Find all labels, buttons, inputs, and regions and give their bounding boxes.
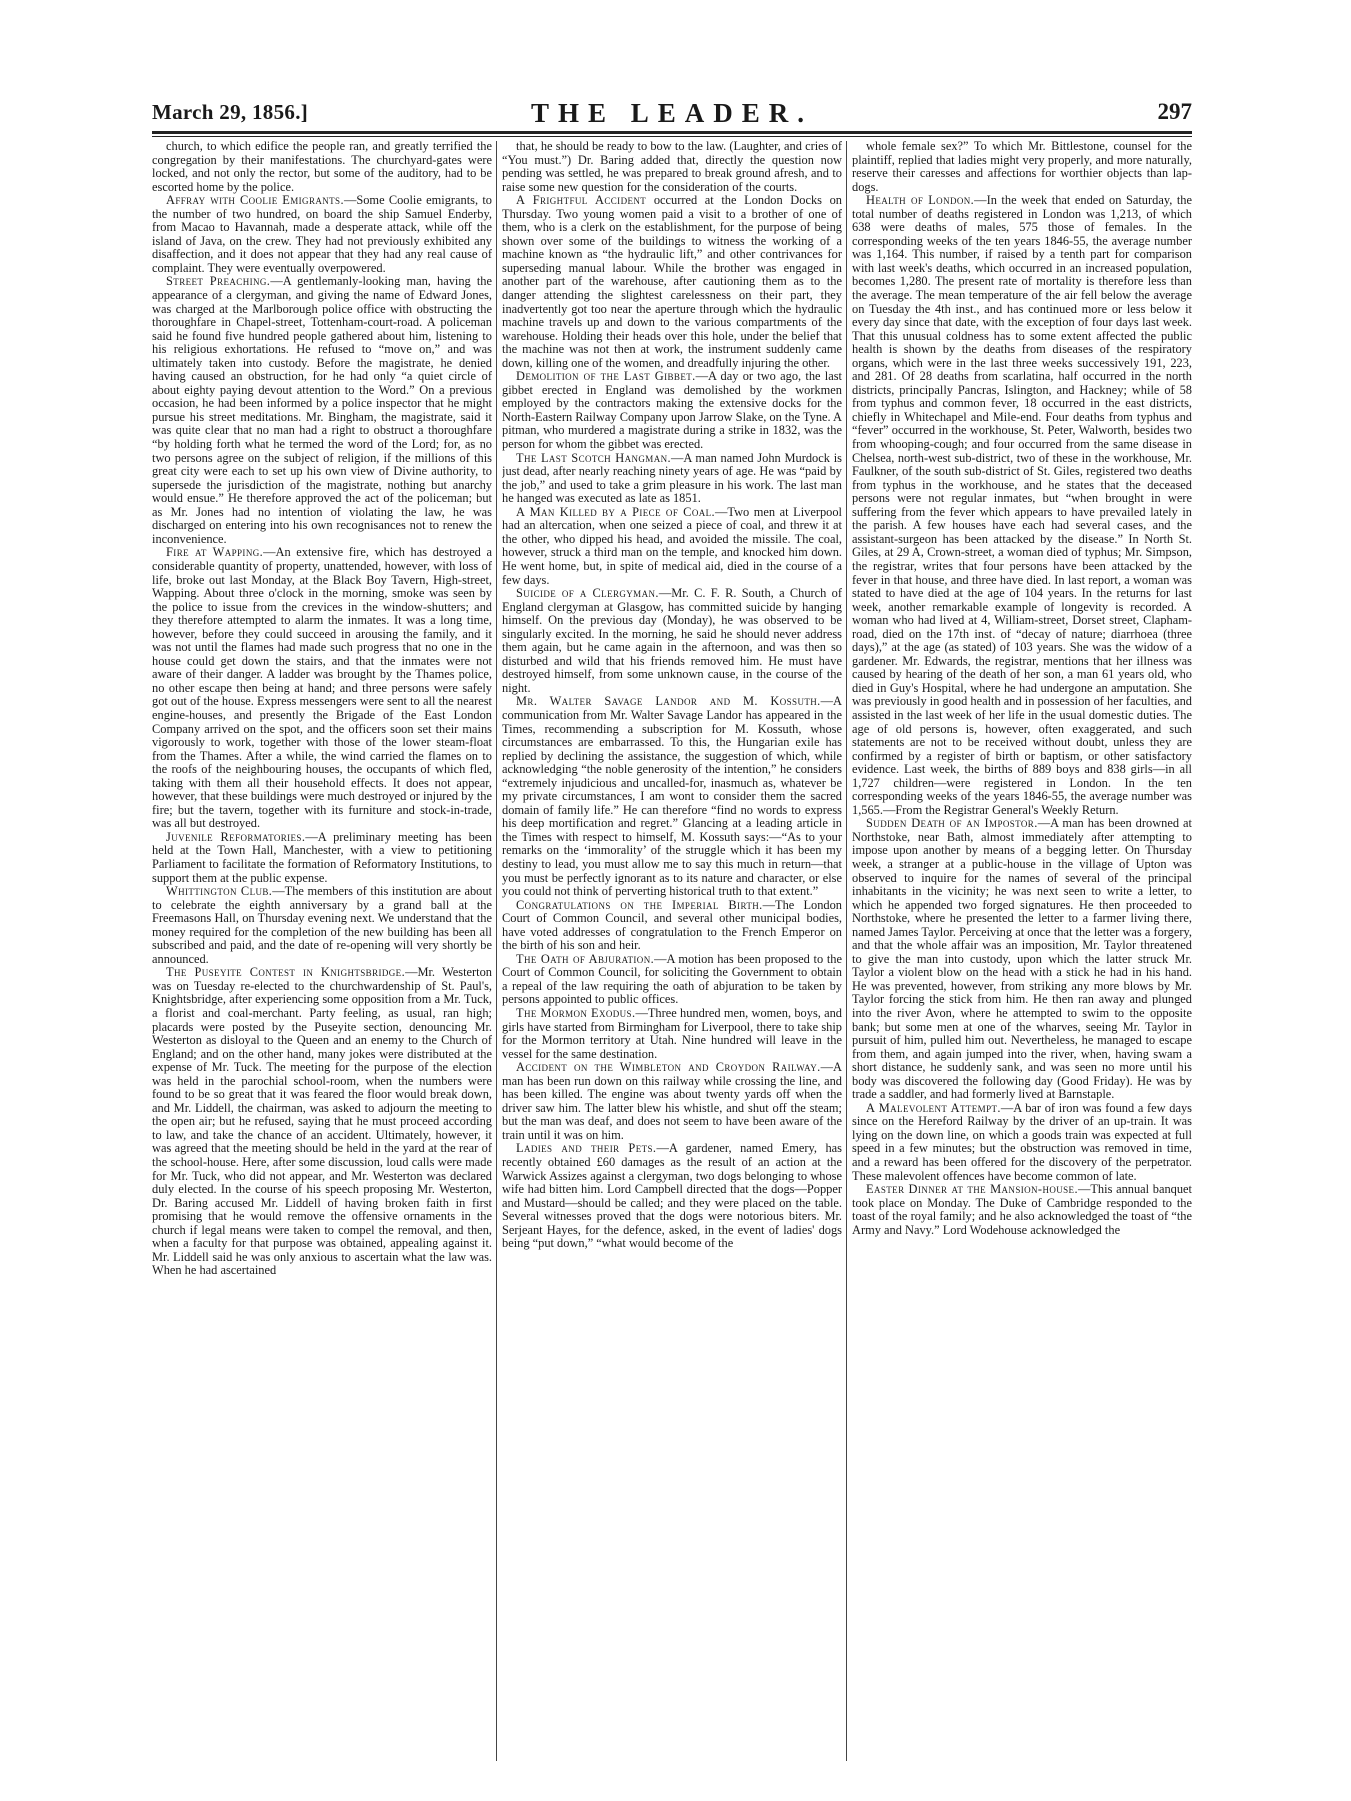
article-heading: Juvenile Reformatories. — [166, 829, 306, 844]
article-heading: Demolition of the Last Gibbet. — [516, 369, 696, 384]
article-paragraph — [852, 1183, 1192, 1237]
article-paragraph — [852, 140, 1192, 194]
article-heading: Health of London. — [866, 193, 975, 208]
article-text: —A motion has been proposed to the Court of Common Council, for soliciting the Government to obtain a repeal of the law requiring the oath of abjuration to be taken by persons appointed to public offices. — [502, 951, 842, 1007]
article-heading: The Mormon Exodus. — [516, 1006, 636, 1020]
article-paragraph — [502, 140, 842, 194]
article-text: —A communication from Mr. Walter Savage Landor has appeared in the Times, recommending a subscription for M. Kossuth, whose circumstances are embarrassed. To this, the Hungarian exile has replied by declining the assistance, the suggestion of which, while acknowledging “the noble generosity of the intention,” he considers “extremely injudicious and uncalled-for, inasmuch as, whatever be my private circumstances, I am wont to consider them the sacred domain of family life.” He can therefore “find no words to express his deep mortification and regret.” Glancing at a leading article in the Times with respect to himself, M. Kossuth says:—“As to your remarks on the ‘immorality’ of the struggle which it has been my destiny to lead, you must allow me to say this much in return—that you must be perfectly ignorant as to its nature and character, or else you could not think of perverting historical truth to that extent.” — [502, 694, 842, 899]
article-text: —A bar of iron was found a few days since on the Hereford Railway by the driver of an up-train. It was lying on the down line, on which a goods train was expected at full speed in a few minutes; but the obstruction was removed in time, and a reward has been offered for the discovery of the perpetrator. These malevolent offences have become common of late. — [852, 1100, 1192, 1183]
article-paragraph — [502, 1007, 842, 1061]
article-text: —This annual banquet took place on Monday. The Duke of Cambridge responded to the toast of the royal family; and he also acknowledged the toast of “the Army and Navy.” Lord Wodehouse acknowledged the — [852, 1182, 1192, 1237]
article-heading: The Last Scotch Hangman. — [516, 450, 671, 465]
column-divider — [496, 141, 497, 1761]
article-paragraph — [502, 953, 842, 1007]
article-text: occurred at the London Docks on Thursday. Two young women paid a visit to a brother of one of them, who is a clerk on the establishment, for the purpose of being shown over some of the buildings to witness the working of a machine known as “the hydraulic lift,” and other contrivances for superseding manual labour. While the brother was engaged in another part of the warehouse, after cautioning them as to the danger attending the slightest carelessness on their part, they inadvertently got too near the aperture through which the hydraulic machine travels up and down to the various compartments of the warehouse. Holding their heads over this hole, under the belief that the machine was not then at work, the instrument suddenly came down, killing one of the women, and dreadfully injuring the other. — [502, 193, 842, 370]
article-column-3 — [852, 140, 1192, 1770]
article-paragraph — [502, 194, 842, 370]
article-heading: A Malevolent Attempt. — [866, 1100, 1001, 1115]
article-paragraph — [152, 966, 492, 1278]
article-paragraph — [502, 587, 842, 695]
article-column-1 — [152, 140, 492, 1770]
article-paragraph — [152, 275, 492, 546]
article-paragraph — [502, 452, 842, 506]
issue-date: March 29, 1856.] — [152, 100, 309, 124]
article-text: —The members of this institution are about to celebrate the eighth anniversary by a grand ball at the Freemasons Hall, on Thursday evening next. We understand that the money required for the completion of the new building has been all subscribed and paid, and the date of re-opening will very shortly be announced. — [152, 884, 492, 966]
article-text: that, he should be ready to bow to the law. (Laughter, and cries of “You must.”) Dr. Baring added that, directly the question now pending was settled, he was prepared to break ground afresh, and to raise some new question for the consideration of the courts. — [502, 140, 842, 194]
article-text: —A day or two ago, the last gibbet erected in England was demolished by the workmen employed by the contractors making the extensive docks for the North-Eastern Railway Company upon Jarrow Slake, on the Tyne. A pitman, who murdered a magistrate during a strike in 1832, was the person for whom the gibbet was erected. — [502, 369, 842, 452]
article-paragraph — [152, 140, 492, 194]
article-text: —The London Court of Common Council, and several other municipal bodies, have voted addresses of congratulation to the French Emperor on the birth of his son and heir. — [502, 897, 842, 953]
article-paragraph — [852, 817, 1192, 1101]
article-paragraph — [502, 370, 842, 451]
article-text: —A man has been drowned at Northstoke, near Bath, almost immediately after attempting to impose upon another by means of a begging letter. On Thursday week, a stranger at a public-house in the village of Upton was observed to inquire for the names of several of the principal inhabitants in the vicinity; he was next seen to write a letter, to which he appended two forged signatures. He then proceeded to Northstoke, where he presented the letter to a farmer living there, named James Taylor. Perceiving at once that the letter was a forgery, and that the whole affair was an imposition, Mr. Taylor threatened to give the man into custody, upon which the latter struck Mr. Taylor a violent blow on the head with a stick he had in his hand. He was prevented, however, from striking any more blows by Mr. Taylor forcing the stick from him. He then ran away and plunged into the river Avon, where he attempted to swim to the opposite bank; but some men at one of the wharves, seeing Mr. Taylor in pursuit of him, pulled him out. Nevertheless, he managed to escape from them, and again jumped into the river, when, having swam a short distance, he suddenly sank, and was seen no more until his body was discovered the following day (Good Friday). He was by trade a saddler, and had formerly lived at Barnstaple. — [852, 816, 1192, 1102]
article-heading: Easter Dinner at the Mansion-house. — [866, 1182, 1078, 1197]
article-text: —Mr. Westerton was on Tuesday re-elected to the churchwardenship of St. Paul's, Knightsbridge, after experiencing some opposition from a Mr. Tuck, a florist and coal-merchant. Party feeling, as usual, ran high; placards were posted by the Puseyite section, denouncing Mr. Westerton as disloyal to the Queen and an enemy to the Church of England; and on the other hand, many jokes were distributed at the expense of Mr. Tuck. The meeting for the purpose of the election was held in the parochial school-room, when the numbers were found to be so great that it was feared the floor would break down, and Mr. Liddell, the chairman, was asked to adjourn the meeting to the open air; but he refused, saying that he must proceed according to law, and take the chance of an accident. Ultimately, however, it was agreed that the meeting should be held in the yard at the rear of the school-house. Here, after some discussion, loud calls were made for Mr. Tuck, who did not appear, and Mr. Westerton was declared duly elected. In the course of his speech proposing Mr. Westerton, Dr. Baring accused Mr. Liddell of having broken faith in first promising that he would remove the offensive ornaments in the church if legal means were taken to compel the removal, and then, when a faculty for that purpose was obtained, appealing against it. Mr. Liddell said he was only anxious to ascertain what the law was. When he had ascertained — [152, 965, 492, 1278]
article-paragraph — [502, 899, 842, 953]
article-paragraph — [152, 194, 492, 275]
article-heading: Suicide of a Clergyman. — [516, 586, 659, 601]
article-text: —A gardener, named Emery, has recently obtained £60 damages as the result of an action at the Warwick Assizes against a clergyman, two dogs belonging to whose wife had bitten him. Lord Campbell directed that the dogs—Popper and Mustard—should be called; and they were placed on the table. Several witnesses proved that the dogs were notorious biters. Mr. Serjeant Hayes, for the defence, asked, in the event of ladies' dogs being “put down,” “what would become of the — [502, 1141, 842, 1251]
article-paragraph — [502, 695, 842, 898]
article-text: church, to which edifice the people ran, and greatly terrified the congregation by their manifestations. The churchyard-gates were locked, and not only the rector, but some of the auditory, had to be escorted home by the police. — [152, 140, 492, 194]
article-paragraph — [152, 831, 492, 885]
article-heading: The Puseyite Contest in Knightsbridge. — [166, 965, 406, 980]
article-text: —A man named John Murdock is just dead, after nearly reaching ninety years of age. He was “paid by the job,” and used to take a grim pleasure in his work. The last man he hanged was executed as late as 1851. — [502, 450, 842, 506]
article-heading: Ladies and their Pets. — [516, 1141, 657, 1156]
article-paragraph — [152, 885, 492, 966]
article-text: —Mr. C. F. R. South, a Church of England clergyman at Glasgow, has committed suicide by hanging himself. On the previous day (Monday), he was observed to be singularly excited. In the morning, he said he should never address them again, but he came again in the afternoon, and was then so disturbed and wild that his friends removed him. He must have destroyed himself, from some unknown cause, in the course of the night. — [502, 586, 842, 695]
newspaper-title: THE LEADER. — [530, 98, 814, 128]
article-paragraph — [502, 506, 842, 587]
page-number: 297 — [1157, 99, 1192, 124]
article-heading: Street Preaching. — [166, 274, 271, 289]
article-heading: Whittington Club. — [166, 884, 273, 899]
article-heading: Congratulations on the Imperial Birth. — [516, 897, 763, 912]
article-paragraph — [152, 546, 492, 830]
masthead-rule-thin — [152, 136, 1192, 137]
article-text: —An extensive fire, which has destroyed a considerable quantity of property, unattended, however, with loss of life, broke out last Monday, at the Black Boy Tavern, High-street, Wapping. About three o'clock in the morning, smoke was seen by the police to issue from the crevices in the window-shutters; and they therefore attempted to alarm the inmates. It was a long time, however, before they could succeed in arousing the family, and it was not until the flames had made such progress that no one in the house could get down the stairs, and that the inmates were not aware of their danger. A ladder was brought by the Thames police, no other escape then being at hand; and three persons were safely got out of the house. Express messengers were sent to all the nearest engine-houses, and presently the Brigade of the East London Company arrived on the spot, and the officers soon set their mains vigorously to work, together with those of the lower steam-float from the Thames. After a while, the wind carried the flames on to the roofs of the neighbouring houses, the occupants of which fled, taking with them all their household effects. It does not appear, however, that these buildings were much destroyed or injured by the fire; but the tavern, together with its furniture and stock-in-trade, was all but destroyed. — [152, 545, 492, 831]
article-text: —Three hundred men, women, boys, and girls have started from Birmingham for Liverpool, there to take ship for the Mormon territory at Utah. Nine hundred will leave in the vessel for the same destination. — [502, 1006, 842, 1061]
article-heading: Sudden Death of an Impostor. — [866, 816, 1038, 831]
masthead — [152, 98, 1192, 130]
article-paragraph — [502, 1142, 842, 1250]
article-paragraph — [502, 1061, 842, 1142]
article-heading: The Oath of Abjuration. — [516, 951, 655, 966]
article-heading: Affray with Coolie Emigrants. — [166, 193, 344, 208]
article-text: —Two men at Liverpool had an altercation, when one seized a piece of coal, and threw it at the other, who dipped his head, and avoided the missile. The coal, however, struck a third man on the temple, and knocked him down. He went home, but, in spite of medical aid, died in the course of a few days. — [502, 504, 842, 587]
article-column-2 — [502, 140, 842, 1770]
masthead-rule-thick — [152, 131, 1192, 134]
article-text: —Some Coolie emigrants, to the number of two hundred, on board the ship Samuel Enderby, from Macao to Havannah, made a desperate attack, while off the island of Java, on the crew. They had not previously exhibited any disaffection, and it does not appear that they had any real cause of complaint. They were eventually overpowered. — [152, 193, 492, 275]
article-text: —In the week that ended on Saturday, the total number of deaths registered in London was 1,213, of which 638 were deaths of males, 575 those of females. In the corresponding weeks of the ten years 1846-55, the average number was 1,164. This number, if raised by a tenth part for comparison with last week's deaths, which occurred in an increased population, becomes 1,280. The present rate of mortality is therefore less than the average. The mean temperature of the air fell below the average on Tuesday the 4th inst., and has continued more or less below it every day since that date, with the exception of four days last week. That this unusual coldness has to some extent affected the public health is shown by the deaths from diseases of the respiratory organs, which were in the last three weeks successively 191, 223, and 281. Of 28 deaths from scarlatina, half occurred in the north districts, principally Pancras, Islington, and Hackney; while of 58 from typhus and common fever, 18 occurred in the east districts, chiefly in Whitechapel and Mile-end. Four deaths from typhus and “fever” occurred in the workhouse, St. Peter, Walworth, besides two from whooping-cough; and four occurred from the same disease in Chelsea, north-west sub-district, two of these in the workhouse, Mr. Faulkner, of the south sub-district of St. Giles, registered two deaths from typhus in the workhouse, and he states that the deceased persons were not regular inmates, but “when brought in were suffering from the fever which appears to have prevailed lately in the parish. A few houses have each had several cases, and the assistant-surgeon has been attacked by the disease.” In North St. Giles, at 29 A, Crown-street, a woman died of typhus; Mr. Simpson, the registrar, writes that four persons have been attacked by the fever in that house, and three have died. In last report, a woman was stated to have died at the age of 104 years. In the returns for last week, another remarkable example of longevity is recorded. A woman who had lived at 4, William-street, Dorset street, Clapham-road, died on the 17th inst. of “decay of nature; diarrhoea (three days),” at the age (as stated) of 103 years. She was the widow of a gardener. Mr. Edwards, the registrar, mentions that her illness was caused by hearing of the death of her son, a man 61 years old, who died in Guy's Hospital, where he had undergone an amputation. She was previously in good health and in possession of her faculties, and assisted in the last week of her life in the usual domestic duties. The age of old persons is, however, often exaggerated, and such statements are not to be received without doubt, unless they are confirmed by a register of birth or baptism, or other satisfactory evidence. Last week, the births of 889 boys and 838 girls—in all 1,727 children—were registered in London. In the ten corresponding weeks of the years 1846-55, the average number was 1,565.—From the Registrar General's Weekly Return. — [852, 193, 1192, 817]
article-heading: Fire at Wapping. — [166, 545, 264, 560]
article-text: —A gentlemanly-looking man, having the appearance of a clergyman, and giving the name of Edward Jones, was charged at the Marlborough police office with obstructing the thoroughfare in Chapel-street, Tottenham-court-road. A policeman said he found five hundred people gathered about him, listening to his religious exhortations. He refused to “move on,” and was ultimately taken into custody. Before the magistrate, he denied having caused an obstruction, for he had only “a quiet circle of about eighty paying devout attention to the Word.” On a previous occasion, he had been informed by a police inspector that he might pursue his street meditations. Mr. Bingham, the magistrate, said it was quite clear that no man had a right to obstruct a thoroughfare “by holding forth what he termed the word of the Lord; for, as no two persons agree on the subject of religion, if the millions of this great city were each to set up his own view of Divine authority, to supersede the jurisdiction of the magistrate, nothing but anarchy would ensue.” He therefore approved the act of the policeman; but as Mr. Jones had no intention of violating the law, he was discharged on entering into his own recognisances not to renew the inconvenience. — [152, 274, 492, 546]
article-text: whole female sex?” To which Mr. Bittlestone, counsel for the plaintiff, replied that ladies might very properly, and more naturally, reserve their caresses and affections for worthier objects than lap-dogs. — [852, 140, 1192, 194]
article-heading: A Man Killed by a Piece of Coal. — [516, 504, 716, 519]
article-text: —A man has been run down on this railway while crossing the line, and has been killed. The engine was about twenty yards off when the driver saw him. The latter blew his whistle, and shut off the steam; but the man was deaf, and does not seem to have been aware of the train until it was on him. — [502, 1060, 842, 1142]
article-paragraph — [852, 194, 1192, 817]
article-heading: Accident on the Wimbleton and Croydon Railway. — [516, 1060, 821, 1075]
article-heading: A Frightful Accident — [516, 193, 647, 208]
article-heading: Mr. Walter Savage Landor and M. Kossuth. — [516, 694, 821, 709]
column-divider — [846, 141, 847, 1761]
article-text: —A preliminary meeting has been held at the Town Hall, Manchester, with a view to petitioning Parliament to facilitate the formation of Reformatory Institutions, to support them at the public expense. — [152, 829, 492, 885]
article-paragraph — [852, 1102, 1192, 1183]
